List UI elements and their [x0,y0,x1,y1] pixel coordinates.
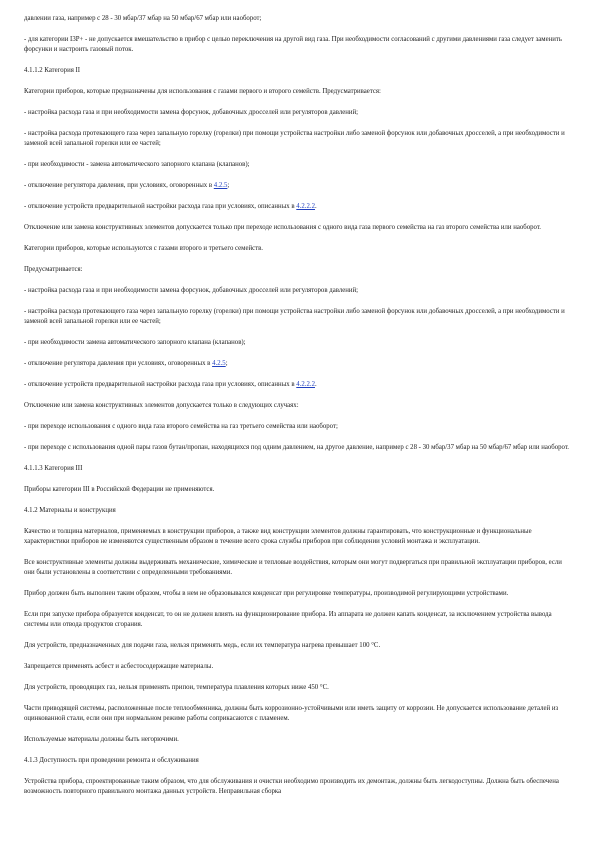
paragraph-punctuation: ; [225,360,228,367]
paragraph-text: - настройка расхода газа и при необходимости замена форсунок, добавочных дросселей или регуляторов давлений; [24,287,359,294]
paragraph [24,35,572,55]
paragraph [24,286,572,296]
paragraph [24,160,572,170]
paragraph [24,129,572,149]
paragraph-text: - при необходимости замена автоматического запорного клапана (клапанов); [24,339,246,346]
paragraph-text: - настройка расхода газа и при необходимости замена форсунок, добавочных дросселей или регуляторов давлений; [24,109,359,116]
paragraph-text: Приборы категории III в Российской Федерации не применяются. [24,486,215,493]
paragraph-text: - для категории I3P+ - не допускается вмешательство в прибор с целью переключения на другой вид газа. При необходимости согласований с другими давлениями газа следует заменить форсунки и настроить газовый поток. [24,36,562,53]
paragraph-text: - при необходимости - замена автоматического запорного клапана (клапанов); [24,161,250,168]
paragraph-text: Прибор должен быть выполнен таким образом, чтобы в нем не образовывался конденсат при регулировке температуры, производимой регулирующими устройствами. [24,590,509,597]
paragraph [24,558,572,578]
paragraph [24,181,572,191]
paragraph [24,359,572,369]
paragraph-text: - при переходе с использования одной пары газов бутан/пропан, находящихся под одним давлением, на другое давление, например с 28 - 30 мбар/37 мбар на 50 мбар/67 мбар или наоборот. [24,444,569,451]
paragraph-text: 4.1.1.2 Категория II [24,67,81,74]
paragraph [24,223,572,233]
paragraph [24,735,572,745]
document-page [24,14,572,808]
section-reference-link[interactable]: 4.2.2.2 [296,203,315,210]
paragraph-text: - при переходе использования с одного вида газа второго семейства на газ третьего семейства или наоборот; [24,423,338,430]
paragraph-text: Запрещается применять асбест и асбестосодержащие материалы. [24,663,214,670]
paragraph [24,265,572,275]
section-reference-link[interactable]: 4.2.5 [213,182,228,189]
paragraph-text: давлении газа, например с 28 - 30 мбар/37 мбар на 50 мбар/67 мбар или наоборот; [24,15,262,22]
paragraph [24,683,572,693]
paragraph-text: Отключение или замена конструктивных элементов допускается только в следующих случаях: [24,402,299,409]
paragraph [24,527,572,547]
section-heading [24,66,572,76]
paragraph [24,338,572,348]
section-heading [24,506,572,516]
paragraph-text: Для устройств, предназначенных для подачи газа, нельзя применять медь, если их температура нагрева превышает 100 °С. [24,642,381,649]
paragraph [24,422,572,432]
paragraph-text: - отключение регулятора давления при условиях, оговоренных в [24,360,213,367]
paragraph-text: Категории приборов, которые предназначены для использования с газами первого и второго семейств. Предусматривается: [24,88,381,95]
paragraph [24,108,572,118]
section-reference-link[interactable]: 4.2.5 [212,360,226,367]
paragraph-text: Части приводящей системы, расположенные после теплообменника, должны быть коррозионно-устойчивыми или иметь защиту от коррозии. Не допускается использование деталей из оцинкованной стали, если они при нормальном режиме работы соприкасаются с пламенем. [24,705,559,722]
paragraph [24,380,572,390]
paragraph [24,589,572,599]
paragraph-text: Предусматривается: [24,266,83,273]
paragraph-text: - настройка расхода протекающего газа через запальную горелку (горелки) при помощи устройства настройки либо заменой форсунок или добавочных дросселей, а при необходимости и заменой всей запальной горелки или ее частей; [24,130,565,147]
paragraph-text: Качество и толщина материалов, применяемых в конструкции приборов, а также вид конструкции элементов должны гарантировать, что конструкционные и функциональные характеристики приборов не изменяются существенным образом в течение всего срока службы приборов при соблюдении условий монтажа и эксплуатации. [24,528,532,545]
section-heading [24,464,572,474]
paragraph-text: Устройства прибора, спроектированные таким образом, что для обслуживания и очистки необходимо производить их демонтаж, должны быть легкодоступны. Должна быть обеспечена возможность повторного правильного монтажа данных устройств. Неправильная сборка [24,778,559,795]
paragraph-text: Если при запуске прибора образуется конденсат, то он не должен влиять на функционирование прибора. Из аппарата не должен капать конденсат, за исключением устройства вывода системы или отвода продуктов сгорания. [24,611,552,628]
paragraph [24,704,572,724]
paragraph [24,244,572,254]
paragraph-text: - отключение устройств предварительной настройки расхода газа при условиях, описанных в [24,381,297,388]
paragraph [24,14,572,24]
paragraph [24,87,572,97]
paragraph-text: Используемые материалы должны быть негорючими. [24,736,179,743]
paragraph-text: - настройка расхода протекающего газа через запальную горелку (горелки) при помощи устройства настройки либо заменой форсунок или добавочных дросселей, а при необходимости и заменой всей запальной горелки или ее частей; [24,308,565,325]
paragraph-punctuation: . [314,381,317,388]
paragraph-text: Все конструктивные элементы должны выдерживать механические, химические и тепловые воздействия, которым они могут подвергаться при правильной эксплуатации приборов, если они были установлены в соответствии с определенными требованиями. [24,559,562,576]
paragraph [24,777,572,797]
paragraph-text: Категории приборов, которые используются с газами второго и третьего семейств. [24,245,264,252]
paragraph-punctuation: . [314,203,317,210]
section-heading [24,756,572,766]
paragraph [24,443,572,453]
paragraph [24,307,572,327]
paragraph-text: Для устройств, проводящих газ, нельзя применять припои, температура плавления которых ниже 450 °С. [24,684,329,691]
paragraph-text: 4.1.3 Доступность при проведении ремонта и обслуживания [24,757,199,764]
paragraph [24,641,572,651]
paragraph-text: 4.1.2 Материалы и конструкция [24,507,116,514]
section-reference-link[interactable]: 4.2.2.2 [296,381,315,388]
paragraph [24,610,572,630]
paragraph [24,202,572,212]
paragraph-text: Отключение или замена конструктивных элементов допускается только при переходе использования с одного вида газа первого семейства на газ второго семейства или наоборот. [24,224,542,231]
paragraph-text: - отключение устройств предварительной настройки расхода газа при условиях, описанных в [24,203,297,210]
paragraph-punctuation: ; [227,182,230,189]
paragraph [24,485,572,495]
paragraph-text: - отключение регулятора давления, при условиях, оговоренных в [24,182,214,189]
paragraph [24,401,572,411]
paragraph-text: 4.1.1.3 Категория III [24,465,83,472]
paragraph [24,662,572,672]
